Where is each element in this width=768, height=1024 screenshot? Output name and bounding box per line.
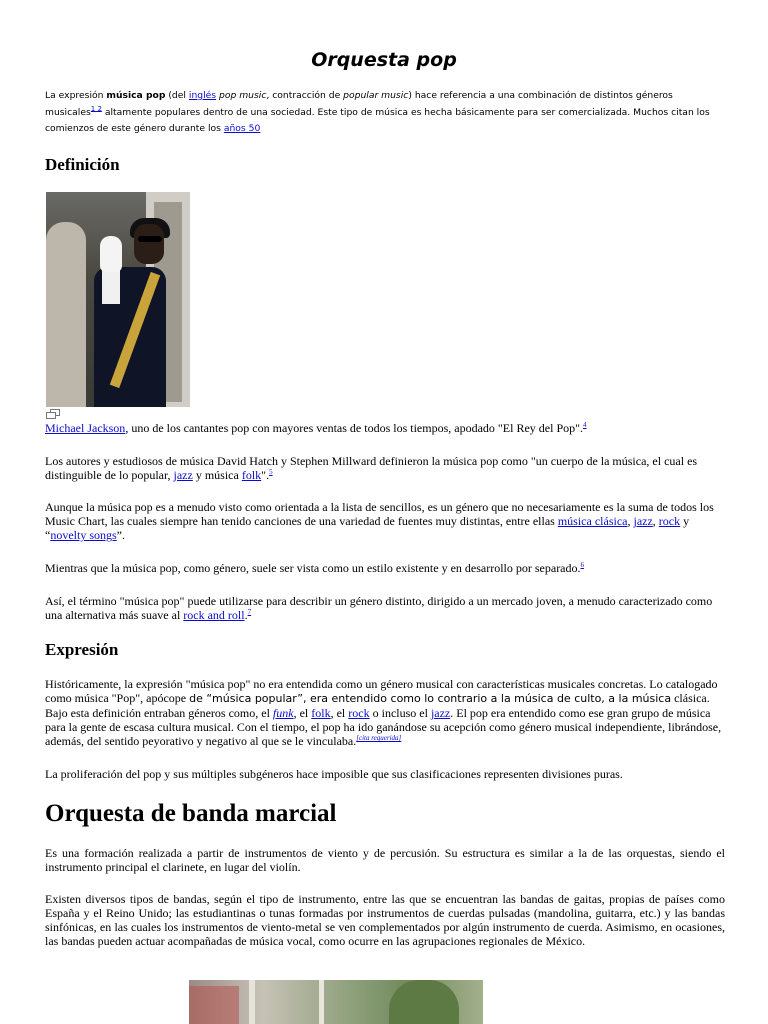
link-jazz-3[interactable]: jazz <box>430 706 451 720</box>
link-rock[interactable]: rock <box>658 514 681 528</box>
citation-5[interactable]: 5 <box>269 468 273 476</box>
paragraph-definicion-4: Así, el término "música pop" puede utilizarse para describir un género distinto, dirigido a un mercado joven, a menudo caracterizado como una alternativa más suave al rock and roll.$^7$ <box>45 594 713 622</box>
bold-term: música pop <box>106 90 166 101</box>
citation-6[interactable]: 6 <box>580 561 585 569</box>
paragraph-expresion-1: Históricamente, la expresión "música pop" no era entendida como un género musical con características musicales concretas. Lo catalogado como música "Pop", apócope de “música popular”, era entendido como lo contrario a la música de culto, a la música clásica. Bajo esta definición entraban géneros como, el funk, el folk, el rock o incluso el jazz. El pop era entendido como ese gran grupo de música para la gente de escasa cultura musical. Con el tiempo, el pop ha ido ganándose su acepción como género musical independiente, librándose, además, del sentido peyorativo y negativo al que se le vinculaba.[cita requerida] <box>45 677 722 748</box>
paragraph-banda-1: Es una formación realizada a partir de instrumentos de viento y de percusión. Su estructura es similar a la de las orquestas, siendo el instrumento principal el clarinete, en lugar del violín. <box>45 846 725 874</box>
paragraph-expresion-2: La proliferación del pop y sus múltiples subgéneros hace imposible que sus clasificaciones representen divisiones puras. <box>45 767 623 781</box>
link-rock-and-roll[interactable]: rock and roll <box>183 608 245 622</box>
link-folk-2[interactable]: folk <box>311 706 331 720</box>
paragraph-definicion-3: Mientras que la música pop, como género, suele ser vista como un estilo existente y en desarrollo por separado.$^6$ <box>45 561 585 575</box>
paragraph-banda-2: Existen diversos tipos de bandas, según el tipo de instrumento, entre las que se encuentran las bandas de gaitas, propias de países como España y el Reino Unido; las estudiantinas o tunas formadas por instrumentos de cuerdas pulsadas (mandolina, guitarra, etc.) y las bandas sinfónicas, en las cuales los instrumentos de viento-metal se ven complementados por algún instrumento de cuerda. Asimismo, en ocasiones, las bandas pueden actuar acompañadas de música vocal, como ocurre en las agrupaciones regionales de México. <box>45 892 725 948</box>
link-novelty-songs[interactable]: novelty songs <box>50 528 117 542</box>
citation-4[interactable]: 4 <box>583 421 587 429</box>
michael-jackson-photo[interactable] <box>46 192 190 407</box>
intro-paragraph: La expresión música pop (del inglés pop music, contracción de popular music) hace referencia a una combinación de distintos géneros musicales$^{1 2}$ altamente populares dentro de una sociedad. Este tipo de música es hecha básicamente para ser comercializada. Muchos citan los comienzos de este género durante los años 50 <box>45 90 710 134</box>
heading-banda-marcial: Orquesta de banda marcial <box>45 800 337 827</box>
link-michael-jackson[interactable]: Michael Jackson <box>45 421 126 435</box>
paragraph-definicion-2: Aunque la música pop es a menudo visto como orientada a la lista de sencillos, es un género que no necesariamente es la suma de todos los Music Chart, las cuales siempre han tenido canciones de una variedad de fuentes muy distintas, entre ellas música clásica, jazz, rock y “novelty songs”. <box>45 500 714 542</box>
image-caption: Michael Jackson, uno de los cantantes pop con mayores ventas de todos los tiempos, apodado "El Rey del Pop".$^4$ <box>45 421 587 435</box>
heading-definicion: Definición <box>45 155 120 174</box>
citation-1-2[interactable]: 1 2 <box>90 104 102 113</box>
paragraph-definicion-1: Los autores y estudiosos de música David Hatch y Stephen Millward definieron la música pop como "un cuerpo de la música, el cual es distinguible de lo popular, jazz y música folk".$^5$ <box>45 454 698 482</box>
link-jazz-2[interactable]: jazz <box>633 514 653 528</box>
link-ingles[interactable]: inglés <box>188 90 217 101</box>
heading-expresion: Expresión <box>45 640 119 659</box>
expand-icon[interactable] <box>46 409 60 419</box>
link-jazz[interactable]: jazz <box>173 468 193 482</box>
link-anos-50[interactable]: años 50 <box>223 123 261 134</box>
page-title: Orquesta pop <box>311 49 457 71</box>
citation-7[interactable]: 7 <box>247 608 252 616</box>
link-funk[interactable]: funk <box>272 706 294 720</box>
link-musica-clasica[interactable]: música clásica <box>557 514 628 528</box>
link-rock-2[interactable]: rock <box>348 706 370 720</box>
marching-band-photo[interactable] <box>189 980 483 1024</box>
link-folk[interactable]: folk <box>241 468 262 482</box>
citation-needed[interactable]: [cita requerida] <box>356 734 402 742</box>
